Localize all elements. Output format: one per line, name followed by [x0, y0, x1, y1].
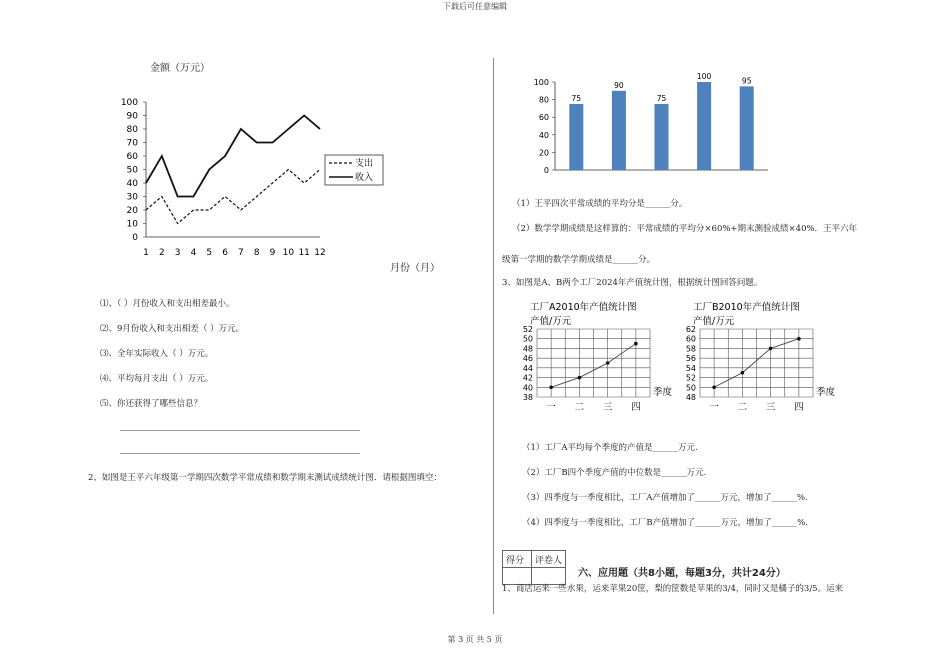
section-6-title: 六、应用题（共8小题，每题3分，共计24分）: [578, 568, 786, 579]
legend-income-label: 收入: [355, 173, 374, 183]
y-tick-label: 20: [126, 206, 138, 216]
y-tick-label: 90: [126, 111, 138, 122]
right-q2-2a: （2）数学学期成绩是这样算的：平常成绩的平均分×60%+期末测验成绩×40%．王平六年: [512, 224, 858, 234]
factory-x-tick-label: 三: [602, 402, 613, 413]
right-q3-1: （1）工厂A平均每个季度的产值是______万元.: [522, 443, 698, 453]
income-line: [146, 116, 320, 197]
bar-value-label: 90: [614, 80, 624, 90]
bar-value-label: 100: [696, 72, 712, 81]
x-tick-label: 1: [143, 248, 149, 258]
y-tick-label: 0: [132, 233, 138, 243]
y-tick-label: 60: [126, 152, 138, 162]
line-chart-ylabel: 金额（万元）: [150, 63, 210, 74]
factory-y-tick-label: 50: [522, 334, 533, 344]
bar-y-tick-label: 20: [538, 148, 549, 158]
x-tick-label: 7: [238, 248, 244, 258]
factory-point: [741, 371, 745, 375]
right-q3-3: （3）四季度与一季度相比，工厂A产值增加了______万元，增加了______%.: [522, 493, 808, 503]
y-tick-label: 70: [126, 138, 138, 149]
left-question-3: ⑶、全年实际收入（ ）万元。: [100, 349, 214, 359]
answer-line-2: [120, 453, 360, 454]
grader-cell-label: 评卷人: [532, 551, 566, 568]
left-question-2: ⑵、9月份收入和支出相差（ ）万元。: [100, 324, 245, 334]
expense-line: [146, 170, 320, 224]
bar: [569, 104, 583, 170]
factory-x-tick-label: 二: [737, 402, 748, 413]
legend-box: [325, 155, 383, 185]
x-tick-label: 8: [253, 248, 260, 258]
line-chart-axes: [121, 98, 326, 258]
line-chart-legend: [325, 155, 383, 185]
factory-chart-xlabel: 季度: [816, 387, 836, 398]
bar-y-tick-label: 60: [538, 113, 549, 123]
factory-y-tick-label: 38: [522, 393, 533, 402]
factory-point: [769, 347, 773, 351]
line-chart-xlabel: 月份（月）: [390, 263, 440, 274]
factory-x-tick-label: 一: [546, 402, 556, 413]
y-tick-label: 50: [126, 165, 138, 176]
left-question-5: ⑸、你还获得了哪些信息？: [100, 399, 203, 409]
bar: [655, 104, 669, 170]
x-tick-label: 12: [314, 248, 326, 258]
factory-a-chart: [505, 296, 675, 416]
factory-y-tick-label: 50: [685, 383, 696, 393]
factory-y-tick-label: 56: [685, 354, 696, 364]
factory-x-tick-label: 三: [765, 402, 776, 413]
y-tick-label: 10: [126, 219, 138, 230]
right-q2-2b: 级第一学期的数学学期成绩是______分。: [502, 255, 656, 265]
factory-point: [606, 361, 610, 365]
x-tick-label: 3: [174, 248, 181, 258]
page-header: 下载后可任意编辑: [443, 2, 507, 11]
factory-x-tick-label: 二: [574, 402, 585, 413]
factory-y-tick-label: 58: [685, 344, 696, 354]
x-tick-label: 4: [190, 248, 197, 258]
question-3-intro: 3、如图是A、B两个工厂2024年产值统计图，根据统计图回答问题。: [502, 278, 763, 288]
bar-chart-body: [534, 72, 768, 175]
bar: [740, 86, 754, 170]
x-tick-label: 6: [222, 248, 228, 258]
bar-value-label: 95: [741, 76, 752, 86]
factory-chart-title: 工厂A2010年产值统计图: [530, 302, 637, 313]
x-tick-label: 9: [269, 248, 276, 258]
left-question-1: ⑴、（ ）月份收入和支出相差最小。: [100, 299, 235, 309]
score-table: [502, 550, 566, 585]
factory-y-tick-label: 62: [685, 325, 696, 334]
left-question-4: ⑷、平均每月支出（ ）万元。: [100, 374, 214, 384]
bar: [612, 91, 626, 170]
y-tick-label: 40: [126, 179, 138, 189]
factory-x-tick-label: 四: [631, 402, 641, 413]
factory-chart-title: 工厂B2010年产值统计图: [693, 302, 800, 313]
factory-y-tick-label: 40: [522, 383, 533, 393]
bar-value-label: 75: [656, 94, 667, 103]
score-cell-label: 得分: [503, 551, 532, 568]
y-tick-label: 30: [126, 192, 138, 203]
bar-y-tick-label: 0: [543, 166, 549, 175]
factory-chart-ylabel: 产值/万元: [693, 316, 735, 327]
bar: [697, 82, 711, 170]
factory-y-tick-label: 42: [522, 373, 533, 383]
factory-b-chart: [668, 296, 838, 416]
factory-y-tick-label: 54: [685, 363, 696, 373]
question-2-intro: 2、如图是王平六年级第一学期四次数学平常成绩和数学期末测试成绩统计图．请根据图填空：: [88, 473, 442, 483]
factory-x-tick-label: 四: [794, 402, 804, 413]
factory-point: [634, 342, 638, 346]
factory-chart-ylabel: 产值/万元: [530, 316, 572, 327]
factory-y-tick-label: 46: [522, 354, 533, 364]
factory-x-tick-label: 一: [709, 402, 719, 413]
y-tick-label: 100: [120, 98, 138, 108]
bar-y-tick-label: 100: [533, 78, 549, 87]
bar-y-tick-label: 80: [538, 95, 549, 105]
bar-value-label: 75: [571, 94, 582, 103]
factory-point: [797, 337, 801, 341]
line-chart-series: [146, 116, 320, 224]
x-tick-label: 2: [158, 248, 165, 258]
factory-chart-xlabel: 季度: [653, 387, 673, 398]
x-tick-label: 10: [282, 248, 295, 258]
factory-y-tick-label: 52: [522, 325, 533, 334]
answer-line-1: [120, 430, 360, 431]
factory-point: [549, 385, 553, 389]
factory-y-tick-label: 48: [685, 393, 696, 402]
page-footer: 第 3 页 共 5 页: [447, 635, 503, 644]
application-question-1: 1、商店运来一些水果，运来苹果20筐，梨的筐数是苹果的3/4，同时又是橘子的3/5。运来: [502, 584, 844, 594]
right-q2-1: （1）王平四次平常成绩的平均分是______分。: [512, 199, 688, 209]
score-bar-chart: [520, 70, 790, 180]
x-tick-label: 5: [206, 248, 213, 258]
income-expense-line-chart: [110, 55, 450, 280]
y-tick-label: 80: [126, 125, 138, 135]
factory-point: [712, 385, 716, 389]
bar-y-tick-label: 40: [538, 130, 549, 140]
factory-y-tick-label: 60: [685, 334, 696, 344]
factory-y-tick-label: 52: [685, 373, 696, 383]
factory-y-tick-label: 48: [522, 344, 533, 354]
legend-expense-label: 支出: [355, 159, 374, 169]
factory-y-tick-label: 44: [522, 363, 533, 373]
right-q3-4: （4）四季度与一季度相比，工厂B产值增加了______万元，增加了______%.: [522, 518, 808, 528]
factory-point: [578, 376, 582, 380]
column-divider: [493, 58, 494, 614]
x-tick-label: 11: [298, 248, 310, 258]
right-q3-2: （2）工厂B四个季度产值的中位数是______万元.: [522, 468, 707, 478]
